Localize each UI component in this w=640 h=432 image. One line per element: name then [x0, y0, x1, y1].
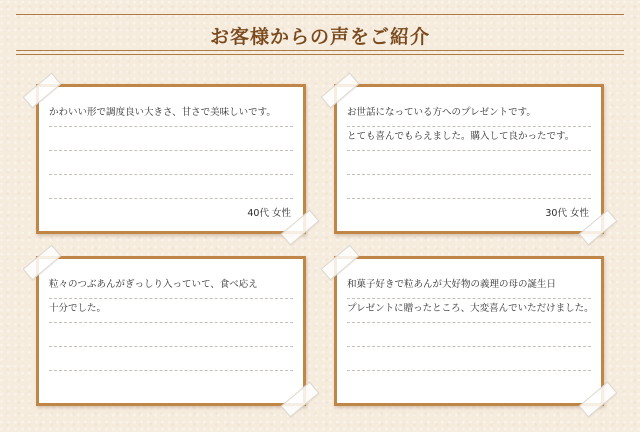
tape-decoration — [281, 382, 320, 418]
testimonial-line: プレゼントに贈ったところ、大変喜んでいただけました。 — [347, 299, 591, 323]
testimonial-card — [334, 84, 604, 234]
testimonial-line — [49, 175, 293, 199]
testimonial-line: お世話になっている方へのプレゼントです。 — [347, 103, 591, 127]
header-rule-bottom — [16, 50, 624, 51]
testimonial-card — [334, 256, 604, 406]
testimonial-author: 30代 女性 — [545, 208, 589, 219]
testimonial-line — [49, 323, 293, 347]
section-title: お客様からの声をご紹介 — [209, 26, 430, 48]
testimonial-author: 40代 女性 — [247, 208, 291, 219]
testimonial-lines — [347, 275, 594, 371]
testimonial-line: 粒々のつぶあんがぎっしり入っていて、食べ応え — [49, 275, 293, 299]
testimonial-line: とても喜んでもらえました。購入して良かったです。 — [347, 127, 591, 151]
testimonial-line — [347, 323, 591, 347]
testimonial-line — [347, 151, 591, 175]
testimonial-lines — [49, 275, 293, 371]
testimonial-line — [49, 127, 293, 151]
testimonial-lines — [49, 103, 293, 199]
testimonial-lines — [347, 103, 591, 199]
testimonial-line — [49, 347, 293, 371]
tape-decoration — [579, 382, 618, 418]
testimonial-line — [347, 347, 591, 371]
testimonial-line — [347, 175, 591, 199]
testimonial-line — [49, 151, 293, 175]
header-rule-top — [16, 14, 624, 15]
section-header — [16, 14, 624, 58]
testimonial-card — [36, 84, 306, 234]
header-rule-bottom-double — [16, 54, 624, 55]
testimonial-line: 和菓子好きで粒あんが大好物の義理の母の誕生日 — [347, 275, 591, 299]
testimonial-card — [36, 256, 306, 406]
testimonial-line: かわいい形で調度良い大きさ、甘さで美味しいです。 — [49, 103, 293, 127]
testimonial-line: 十分でした。 — [49, 299, 293, 323]
